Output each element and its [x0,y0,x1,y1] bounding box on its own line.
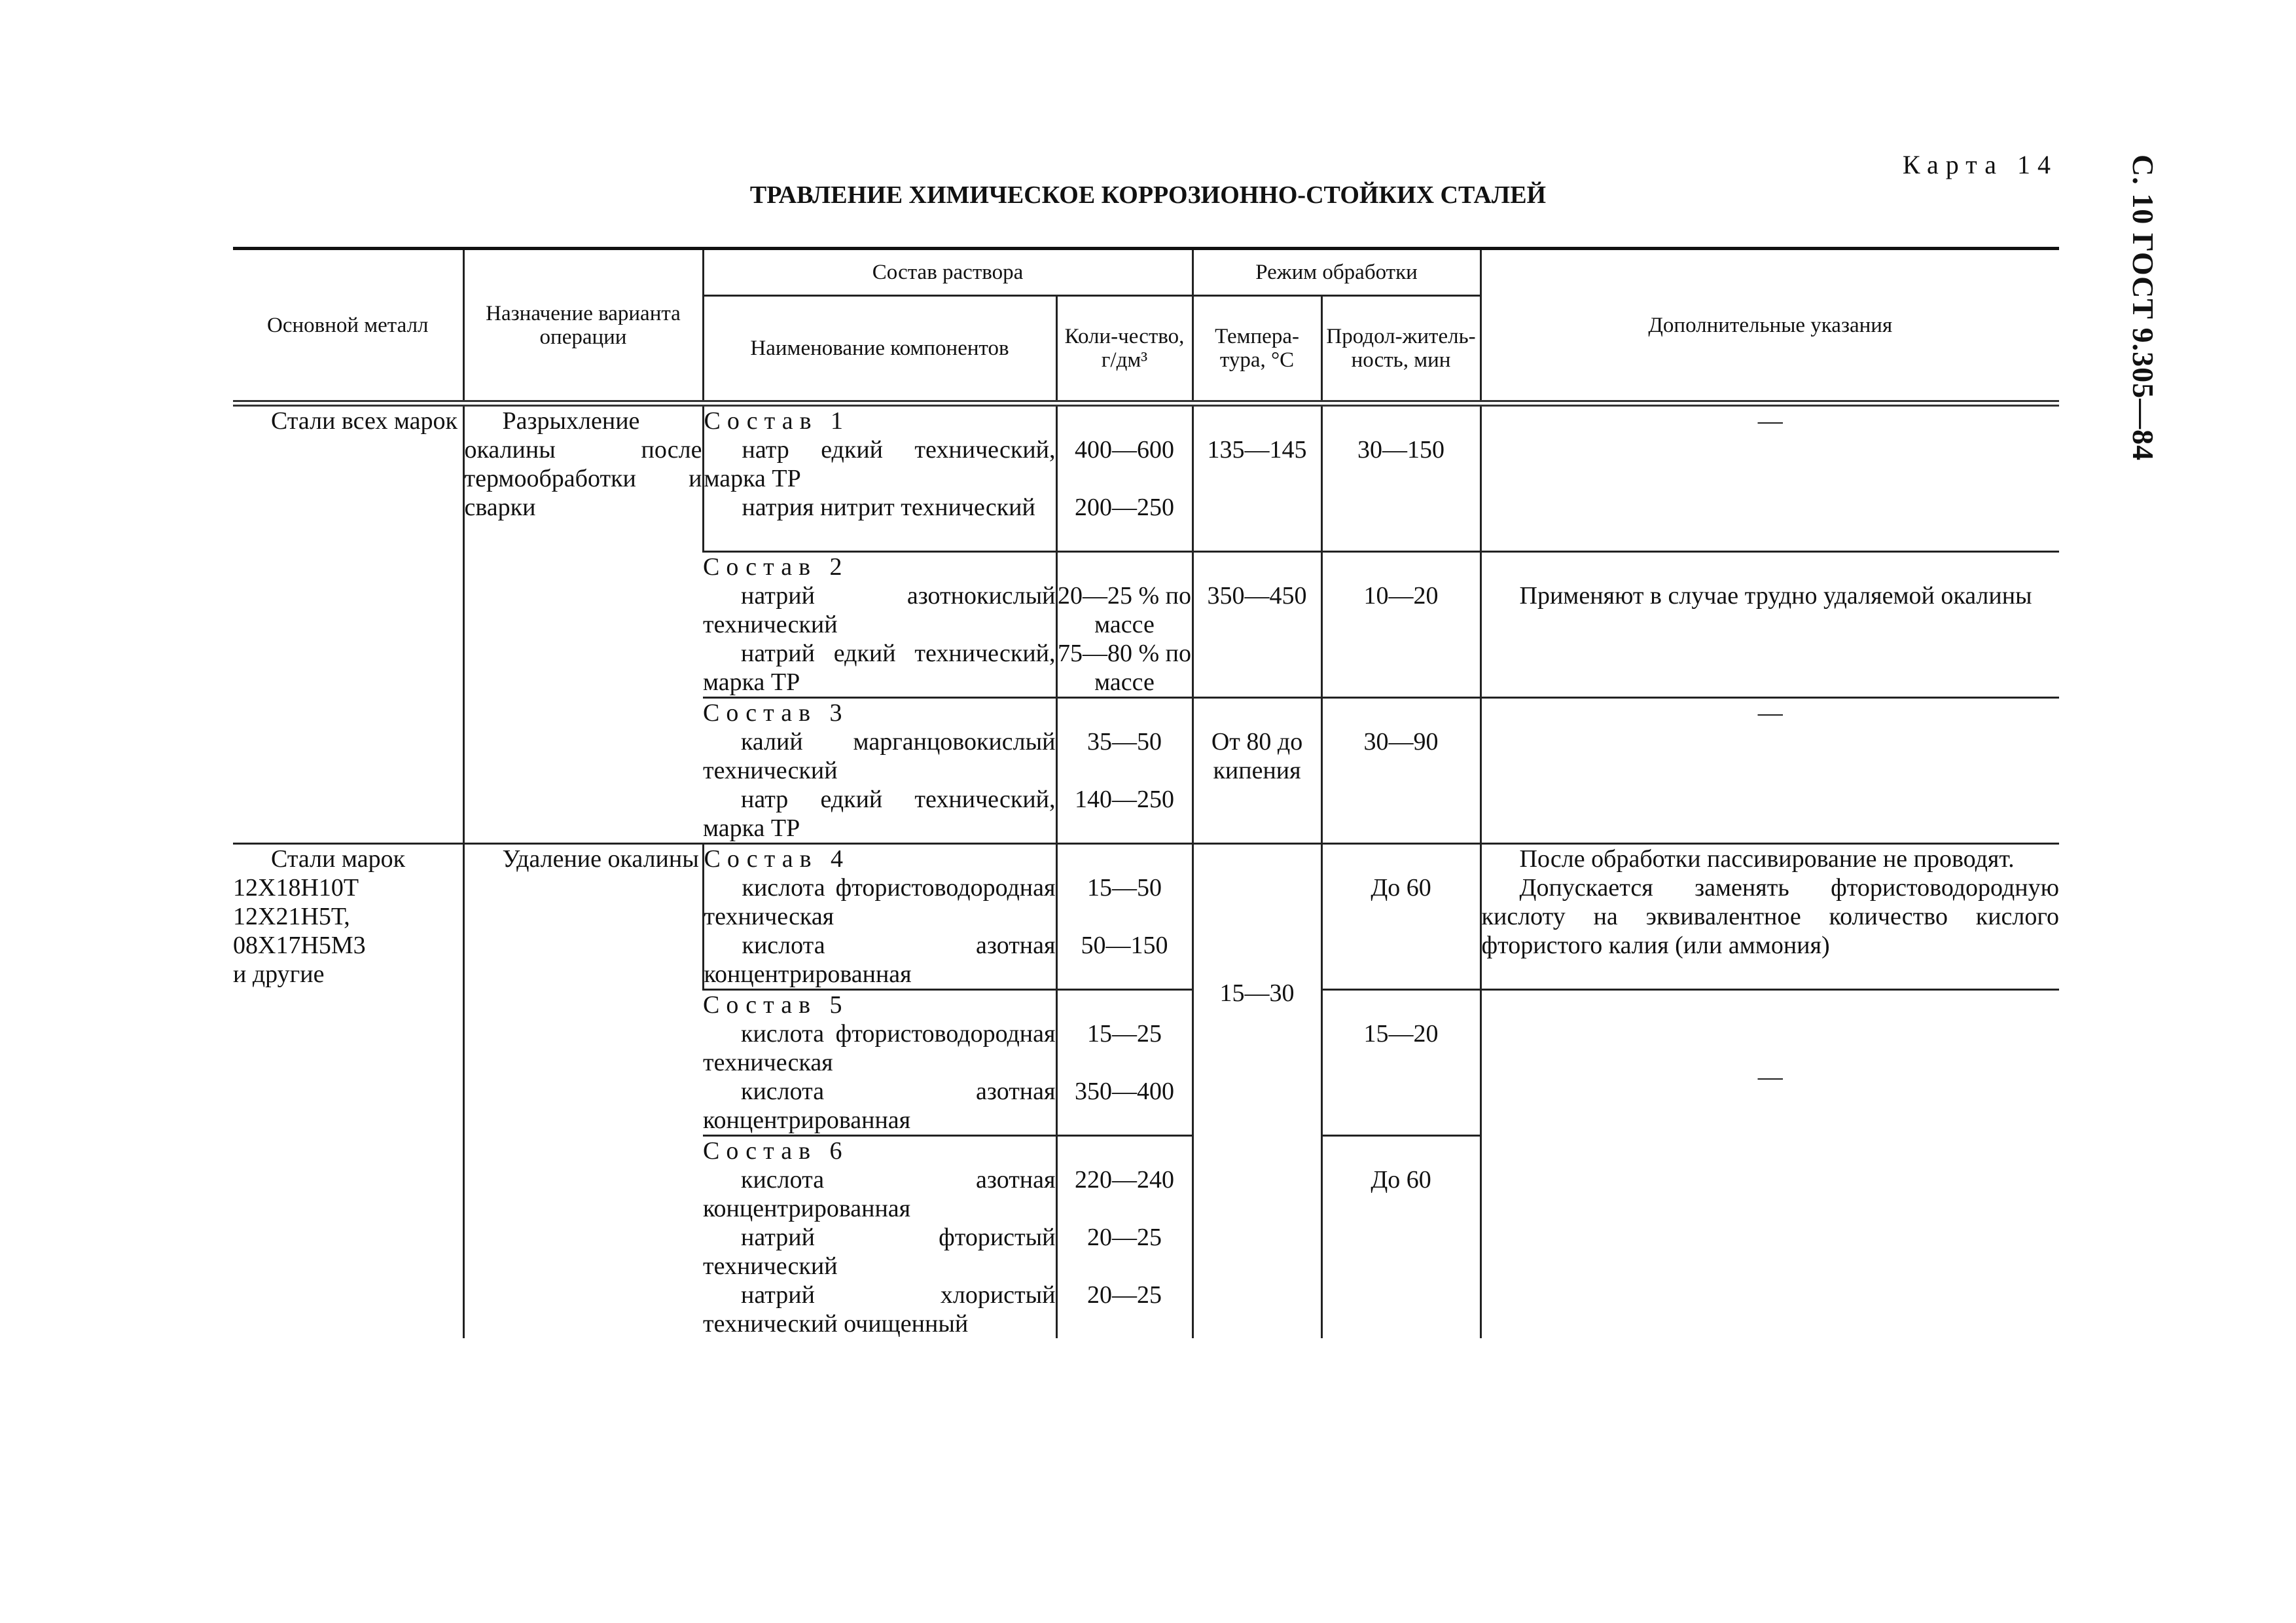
note-cell: — [1480,698,2059,844]
composition-cell: Состав 3 калий марганцовокислый технический натр едкий технический, марка ТР [703,698,1056,844]
temperature-cell: 135—145 [1193,403,1321,552]
note-cell: После обработки пассивирование не проводят. Допускается заменять фтористоводородную кислоту на эквивалентное количество кислого фтористого калия (или аммония) [1480,844,2059,990]
temperature-cell: 15—30 [1193,844,1321,1339]
duration-cell: До 60 [1321,1136,1480,1339]
purpose-cell: Удаление окалины [463,844,703,1339]
purpose-cell: Разрыхление окалины после термообработки и сварки [463,403,703,844]
pickling-table [233,247,2059,1338]
duration-cell: 15—20 [1321,990,1480,1136]
header-quantity: Коли-чество, г/дм³ [1056,296,1193,404]
header-solution: Состав раствора [703,249,1193,296]
note-cell: — [1480,990,2059,1339]
header-purpose: Назначение варианта операции [463,249,703,404]
header-temperature: Темпера-тура, °С [1193,296,1321,404]
metal-cell: Стали марок 12Х18Н10Т 12Х21Н5Т, 08Х17Н5М3 и другие [233,844,463,1339]
duration-cell: 30—150 [1321,403,1480,552]
page-side-label: С. 10 ГОСТ 9.305—84 [2126,155,2160,462]
composition-cell: Состав 4 кислота фтористоводородная техническая кислота азотная концентрированная [703,844,1056,990]
table-row [233,844,2059,990]
composition-cell: Состав 6 кислота азотная концентрированная натрий фтористый технический натрий хлористый технический очищенный [703,1136,1056,1339]
quantity-cell: 20—25 % по массе 75—80 % по массе [1056,552,1193,698]
duration-cell: 30—90 [1321,698,1480,844]
duration-cell: До 60 [1321,844,1480,990]
quantity-cell: 220—240 20—25 20—25 [1056,1136,1193,1339]
composition-cell: Состав 2 натрий азотнокислый технический натрий едкий технический, марка ТР [703,552,1056,698]
composition-cell: Состав 5 кислота фтористоводородная техническая кислота азотная концентрированная [703,990,1056,1136]
quantity-cell: 15—50 50—150 [1056,844,1193,990]
document-title: ТРАВЛЕНИЕ ХИМИЧЕСКОЕ КОРРОЗИОННО-СТОЙКИХ СТАЛЕЙ [749,181,1547,209]
temperature-cell: 350—450 [1193,552,1321,698]
temperature-cell: От 80 до кипения [1193,698,1321,844]
header-duration: Продол-житель-ность, мин [1321,296,1480,404]
composition-cell: Состав 1 натр едкий технический, марка ТР натрия нитрит технический [703,403,1056,552]
duration-cell: 10—20 [1321,552,1480,698]
metal-cell: Стали всех марок [271,407,457,435]
header-mode: Режим обработки [1193,249,1480,296]
header-metal: Основной металл [233,249,463,404]
quantity-cell: 15—25 350—400 [1056,990,1193,1136]
card-label: Карта 14 [1902,150,2058,179]
table-row [233,403,2059,552]
header-component: Наименование компонентов [703,296,1056,404]
header-notes: Дополнительные указания [1480,249,2059,404]
quantity-cell: 35—50 140—250 [1056,698,1193,844]
note-cell: — [1480,403,2059,552]
note-cell: Применяют в случае трудно удаляемой окалины [1480,552,2059,698]
quantity-cell: 400—600 200—250 [1056,403,1193,552]
